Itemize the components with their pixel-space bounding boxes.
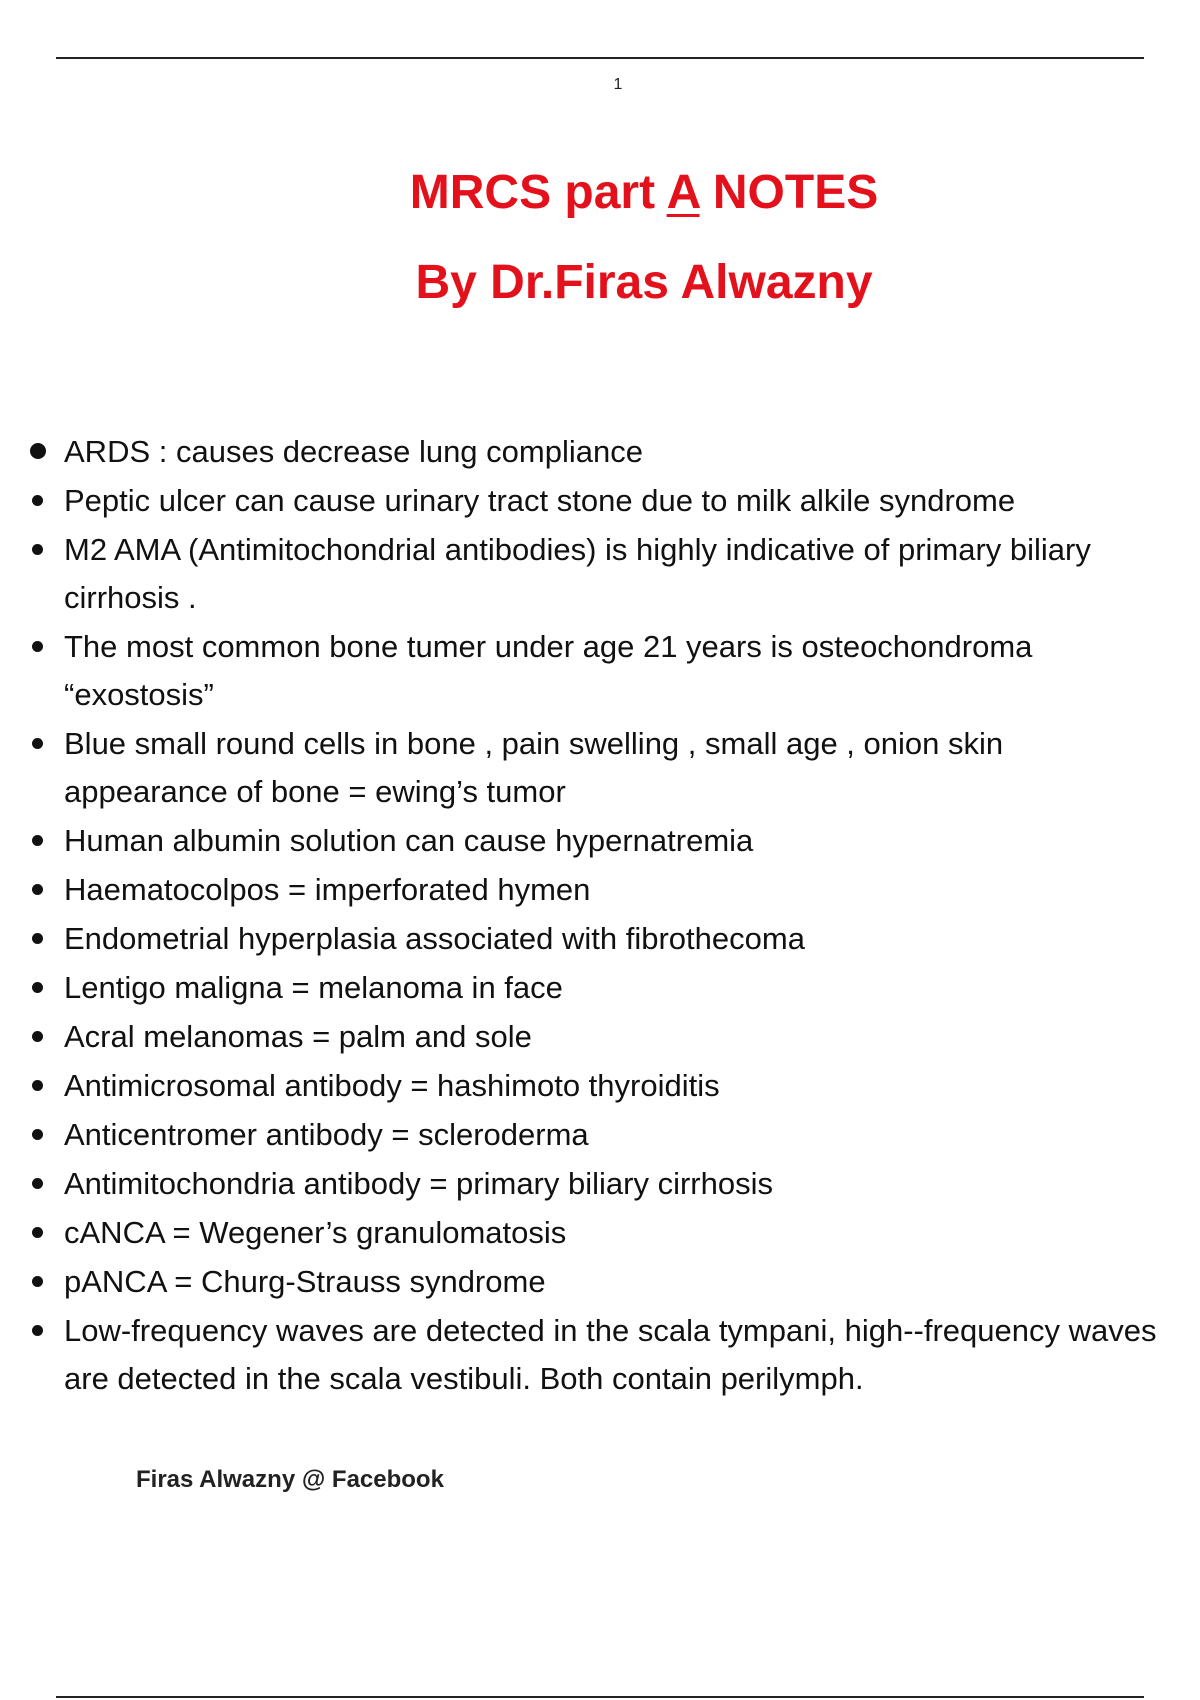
note-item xyxy=(0,720,1180,816)
note-text: M2 AMA (Antimitochondrial antibodies) is highly indicative of primary biliary cirrhosis . xyxy=(64,532,1091,615)
page-number: 1 xyxy=(613,76,623,93)
note-item xyxy=(0,964,1180,1012)
title-prefix: MRCS part xyxy=(409,166,667,219)
bullet-icon xyxy=(32,835,43,846)
bullet-icon xyxy=(32,495,43,506)
note-text: ARDS : causes decrease lung compliance xyxy=(64,434,643,469)
bullet-icon xyxy=(32,544,43,555)
note-text: Haematocolpos = imperforated hymen xyxy=(64,872,591,907)
footer-credit: Firas Alwazny @ Facebook xyxy=(136,1466,444,1493)
bullet-icon xyxy=(32,738,43,749)
bullet-icon xyxy=(32,884,43,895)
note-item xyxy=(0,915,1180,963)
note-item xyxy=(0,477,1180,525)
bullet-icon xyxy=(32,641,43,652)
note-item xyxy=(0,1013,1180,1061)
bullet-icon xyxy=(32,1227,43,1238)
note-text: Human albumin solution can cause hypernatremia xyxy=(64,823,754,858)
title-underlined-letter: A xyxy=(666,166,700,219)
note-item xyxy=(0,1258,1180,1306)
top-rule xyxy=(56,57,1144,59)
note-text: Endometrial hyperplasia associated with fibrothecoma xyxy=(64,921,805,956)
bottom-rule xyxy=(56,1696,1144,1698)
notes-list xyxy=(0,428,1180,1404)
note-text: The most common bone tumer under age 21 years is osteochondroma “exostosis” xyxy=(64,629,1033,712)
note-item xyxy=(0,1209,1180,1257)
bullet-icon xyxy=(30,443,46,459)
note-text: Low-frequency waves are detected in the scala tympani, high--frequency waves are detected in the scala vestibuli. Both contain perilymph. xyxy=(64,1313,1157,1396)
note-text: Blue small round cells in bone , pain swelling , small age , onion skin appearance of bone = ewing’s tumor xyxy=(64,726,1004,809)
note-item xyxy=(0,1111,1180,1159)
title-author-line: By Dr.Firas Alwazny xyxy=(415,256,873,309)
note-text: Anticentromer antibody = scleroderma xyxy=(64,1117,589,1152)
note-text: Lentigo maligna = melanoma in face xyxy=(64,970,563,1005)
note-item xyxy=(0,1160,1180,1208)
note-item xyxy=(0,1307,1180,1403)
bullet-icon xyxy=(32,1276,43,1287)
note-text: cANCA = Wegener’s granulomatosis xyxy=(64,1215,567,1250)
bullet-icon xyxy=(32,1178,43,1189)
note-item xyxy=(0,817,1180,865)
bullet-icon xyxy=(32,1031,43,1042)
note-text: Antimicrosomal antibody = hashimoto thyroiditis xyxy=(64,1068,720,1103)
document-title xyxy=(0,148,1200,328)
bullet-icon xyxy=(32,1325,43,1336)
note-item xyxy=(0,526,1180,622)
note-text: Acral melanomas = palm and sole xyxy=(64,1019,532,1054)
note-item xyxy=(0,623,1180,719)
note-text: Peptic ulcer can cause urinary tract stone due to milk alkile syndrome xyxy=(64,483,1016,518)
title-suffix: NOTES xyxy=(699,166,879,219)
bullet-icon xyxy=(32,982,43,993)
bullet-icon xyxy=(32,1129,43,1140)
note-item xyxy=(0,866,1180,914)
title-line-1 xyxy=(0,148,1200,238)
note-item xyxy=(0,428,1180,476)
bullet-icon xyxy=(32,1080,43,1091)
note-text: Antimitochondria antibody = primary biliary cirrhosis xyxy=(64,1166,773,1201)
bullet-icon xyxy=(32,933,43,944)
note-text: pANCA = Churg-Strauss syndrome xyxy=(64,1264,546,1299)
note-item xyxy=(0,1062,1180,1110)
